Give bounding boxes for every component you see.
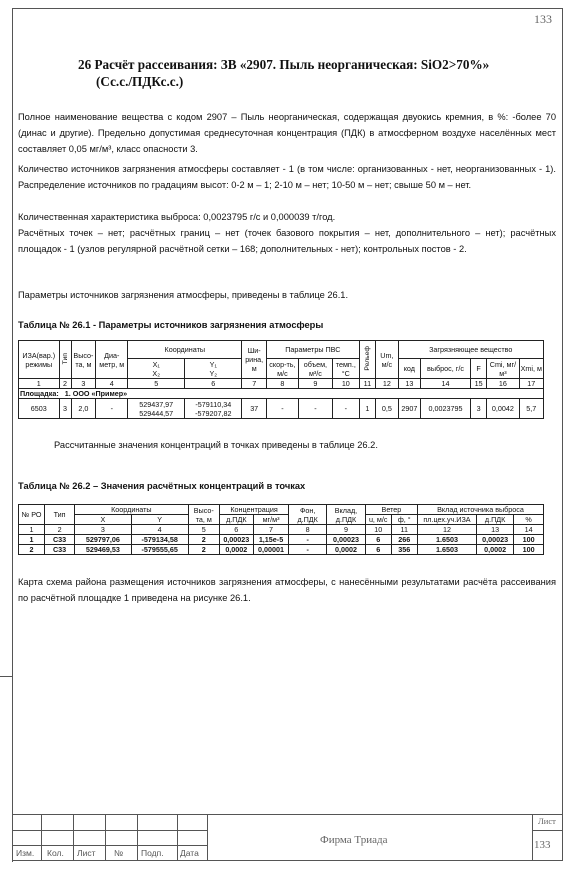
th-x: X₁ X₂ <box>128 359 185 379</box>
th2-vys: Высо-та, м <box>188 505 219 525</box>
paragraph-substance: Полное наименование вещества с кодом 2907 – Пыль неорганическая, содержащая двуокись кремния, в %: -более 70 (динас и другие). Предельно допустимая среднесуточная концентрация (ПДК) в атмосферном воздухе населённых мест составляет 0,05 мг/м³, класс опасности 3. <box>18 112 556 154</box>
th-vybros: выброс, г/с <box>421 359 471 379</box>
stamp-label-no: № <box>114 848 124 858</box>
table1-caption: Таблица № 26.1 - Параметры источников загрязнения атмосферы <box>18 320 324 330</box>
table1-num-row: 1 2 3 4 5 6 7 8 9 10 11 12 13 14 15 16 17 <box>19 379 544 389</box>
paragraph-sources: Количество источников загрязнения атмосферы составляет - 1 (в том числе: организованных - нет, неорганизованных - 1). Распределение источников по градациям высот: 0-2 м – 1; 2-10 м – нет; 10-50 м – нет; свыше 50 м – нет. <box>18 164 556 190</box>
paragraph-conc-ref: Рассчитанные значения концентраций в точках приведены в таблице 26.2. <box>54 440 378 450</box>
table2-caption: Таблица № 26.2 – Значения расчётных концентраций в точках <box>18 481 306 491</box>
th-tip: Тип <box>59 341 71 379</box>
th-cmi: Cmi, мг/м³ <box>487 359 519 379</box>
table-source-params <box>18 340 544 419</box>
th2-coords: Координаты <box>75 505 189 515</box>
page-number-top: 133 <box>534 12 552 26</box>
th2-u: u, м/с <box>365 515 391 525</box>
table-row: 1 С33 529797,06 -579134,58 2 0,00023 1,15е-5 - 0,00023 6 266 1.6503 0,00023 100 <box>19 535 544 545</box>
th2-no: № РО <box>19 505 45 525</box>
th-temp: темп., °С <box>333 359 360 379</box>
th2-dpdk: д.ПДК <box>219 515 253 525</box>
stamp-label-data: Дата <box>180 848 199 858</box>
section-heading <box>78 56 558 90</box>
th2-pct: % <box>514 515 544 525</box>
th-xmi: Xmi, м <box>519 359 543 379</box>
sheet-label: Лист <box>538 816 556 826</box>
th-zv: Загрязняющее вещество <box>398 341 543 359</box>
th2-vklist: Вклад источника выброса <box>418 505 544 515</box>
th-f: F <box>470 359 486 379</box>
table-point-concentrations <box>18 504 544 555</box>
th-y: Y₁ Y₂ <box>185 359 242 379</box>
table2-num-row: 1 2 3 4 5 6 7 8 9 10 11 12 13 14 <box>19 525 544 535</box>
stamp-label-izm: Изм. <box>16 848 35 858</box>
th-diam: Диа-метр, м <box>96 341 128 379</box>
th2-veter: Ветер <box>365 505 417 515</box>
th-kod: код <box>398 359 421 379</box>
th-um: Um, м/с <box>376 341 398 379</box>
th-iza: ИЗА(вар.) режимы <box>19 341 60 379</box>
stamp-label-list: Лист <box>77 848 96 858</box>
paragraph-points: Расчётных точек – нет; расчётных границ – нет (точек базового покрытия – нет, дополнительного – нет); расчётных площадок - 1 (узлов регулярной расчётной сетки – 168; дополнительных - нет); контрольных постов - 2. <box>18 228 556 254</box>
stamp-label-kol: Кол. <box>47 848 64 858</box>
firm-name: Фирма Триада <box>320 834 388 846</box>
th-vys: Высо-та, м <box>71 341 96 379</box>
stamp-label-podp: Подп. <box>141 848 164 858</box>
th-skor: скор-ть, м/с <box>267 359 299 379</box>
th2-fon: Фон, д.ПДК <box>289 505 327 525</box>
th2-vklad: Вклад, д.ПДК <box>327 505 366 525</box>
th-relief: Рельеф <box>359 341 376 379</box>
th2-vdpdk: д.ПДК <box>477 515 514 525</box>
th-pgvs: Параметры ПВС <box>267 341 360 359</box>
th-coords: Координаты <box>128 341 242 359</box>
table-row: 6503 3 2,0 - 529437,97 529444,57 -579110,34 -579207,82 37 - - - 1 0,5 2907 0,0023795 3 0,0042 5,7 <box>19 399 544 419</box>
paragraph-map-ref: Карта схема района размещения источников загрязнения атмосферы, с нанесёнными результатами расчёта рассеивания по расчётной площадке 1 приведена на рисунке 26.1. <box>18 577 556 603</box>
paragraph-emission: Количественная характеристика выброса: 0,0023795 г/с и 0,000039 т/год. <box>18 212 336 222</box>
th2-tip: Тип <box>45 505 75 525</box>
th2-x: X <box>75 515 132 525</box>
table-row: 2 С33 529469,53 -579555,65 2 0,0002 0,00001 - 0,0002 6 356 1.6503 0,0002 100 <box>19 545 544 555</box>
th2-conc: Концентрация <box>219 505 288 515</box>
th2-plceh: пл.цех.уч.ИЗА <box>418 515 477 525</box>
th2-mgm: мг/м³ <box>253 515 289 525</box>
th2-phi: ф, ° <box>391 515 417 525</box>
heading-line-1: 26 Расчёт рассеивания: ЗВ «2907. Пыль неорганическая: SiO2>70%» <box>78 57 490 72</box>
paragraph-params-ref: Параметры источников загрязнения атмосферы, приведены в таблице 26.1. <box>18 290 349 300</box>
sheet-number: 133 <box>534 839 551 851</box>
th2-y: Y <box>131 515 188 525</box>
table1-site-row: Площадка: 1. ООО «Пример» <box>19 389 544 399</box>
th-shir: Ши-рина, м <box>242 341 267 379</box>
heading-line-2: (Сс.с./ПДКс.с.) <box>96 74 184 89</box>
th-obem: объем, м³/с <box>298 359 332 379</box>
